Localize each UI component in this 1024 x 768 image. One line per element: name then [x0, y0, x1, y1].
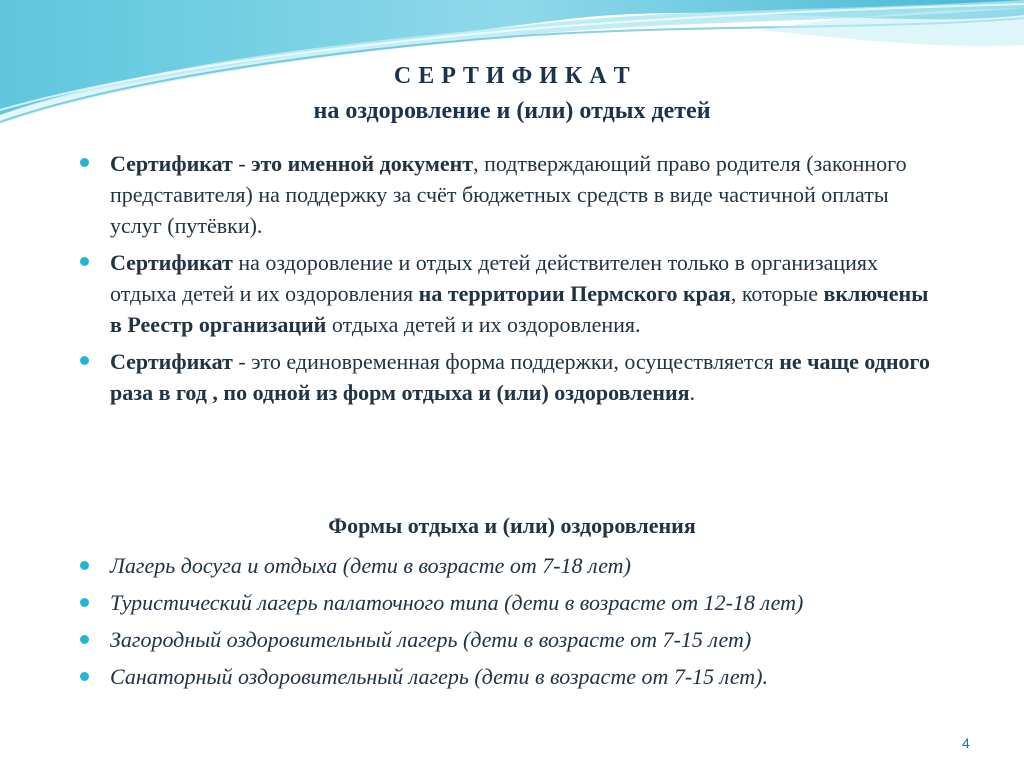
list-item	[110, 624, 940, 655]
item-term: Сертификат	[110, 250, 233, 275]
item-emphasis: это именной документ	[251, 151, 474, 176]
item-text: на оздоровление и отдых детей действителен только в организациях отдыха детей и их оздоровления	[110, 250, 879, 306]
bullet-icon	[80, 598, 89, 607]
page-number: 4	[962, 735, 970, 751]
bullet-icon	[80, 257, 89, 266]
item-text: , которые	[730, 281, 824, 306]
certificate-info-list	[110, 148, 940, 414]
list-item	[110, 587, 940, 618]
list-item	[110, 346, 940, 408]
list-item	[110, 247, 940, 340]
item-text: -	[232, 151, 252, 176]
list-item	[110, 550, 940, 581]
item-text: , подтверждающий право родителя (законного представителя) на поддержку за счёт бюджетных средств в виде частичной оплаты услуг (путёвки).	[110, 151, 907, 238]
bullet-icon	[80, 672, 89, 681]
page-title: С Е Р Т И Ф И К А Т	[393, 63, 631, 89]
page-subtitle: на оздоровление и (или) отдых детей	[313, 98, 711, 124]
item-emphasis: на территории Пермского края	[418, 281, 731, 306]
item-text: отдыха детей и их оздоровления.	[326, 312, 641, 337]
forms-list	[110, 550, 940, 698]
bullet-icon	[80, 635, 89, 644]
bullet-icon	[80, 356, 89, 365]
item-text: .	[689, 380, 696, 405]
forms-heading: Формы отдыха и (или) оздоровления	[328, 513, 696, 538]
item-emphasis: не чаще одного раза в год , по одной из форм отдыха и (или) оздоровления	[110, 349, 931, 405]
list-item	[110, 661, 940, 692]
list-item	[110, 148, 940, 241]
form-item-text: Загородный оздоровительный лагерь (дети в возрасте от 7-15 лет)	[110, 627, 752, 652]
bullet-icon	[80, 158, 89, 167]
form-item-text: Санаторный оздоровительный лагерь (дети в возрасте от 7-15 лет).	[110, 664, 769, 689]
bullet-icon	[80, 561, 89, 570]
item-term: Сертификат	[110, 151, 233, 176]
item-term: Сертификат	[110, 349, 233, 374]
item-emphasis: включены в Реестр организаций	[110, 281, 929, 337]
form-item-text: Лагерь досуга и отдыха (дети в возрасте от 7-18 лет)	[110, 553, 631, 578]
item-text: - это единовременная форма поддержки, осуществляется	[232, 349, 780, 374]
form-item-text: Туристический лагерь палаточного типа (дети в возрасте от 12-18 лет)	[110, 590, 804, 615]
